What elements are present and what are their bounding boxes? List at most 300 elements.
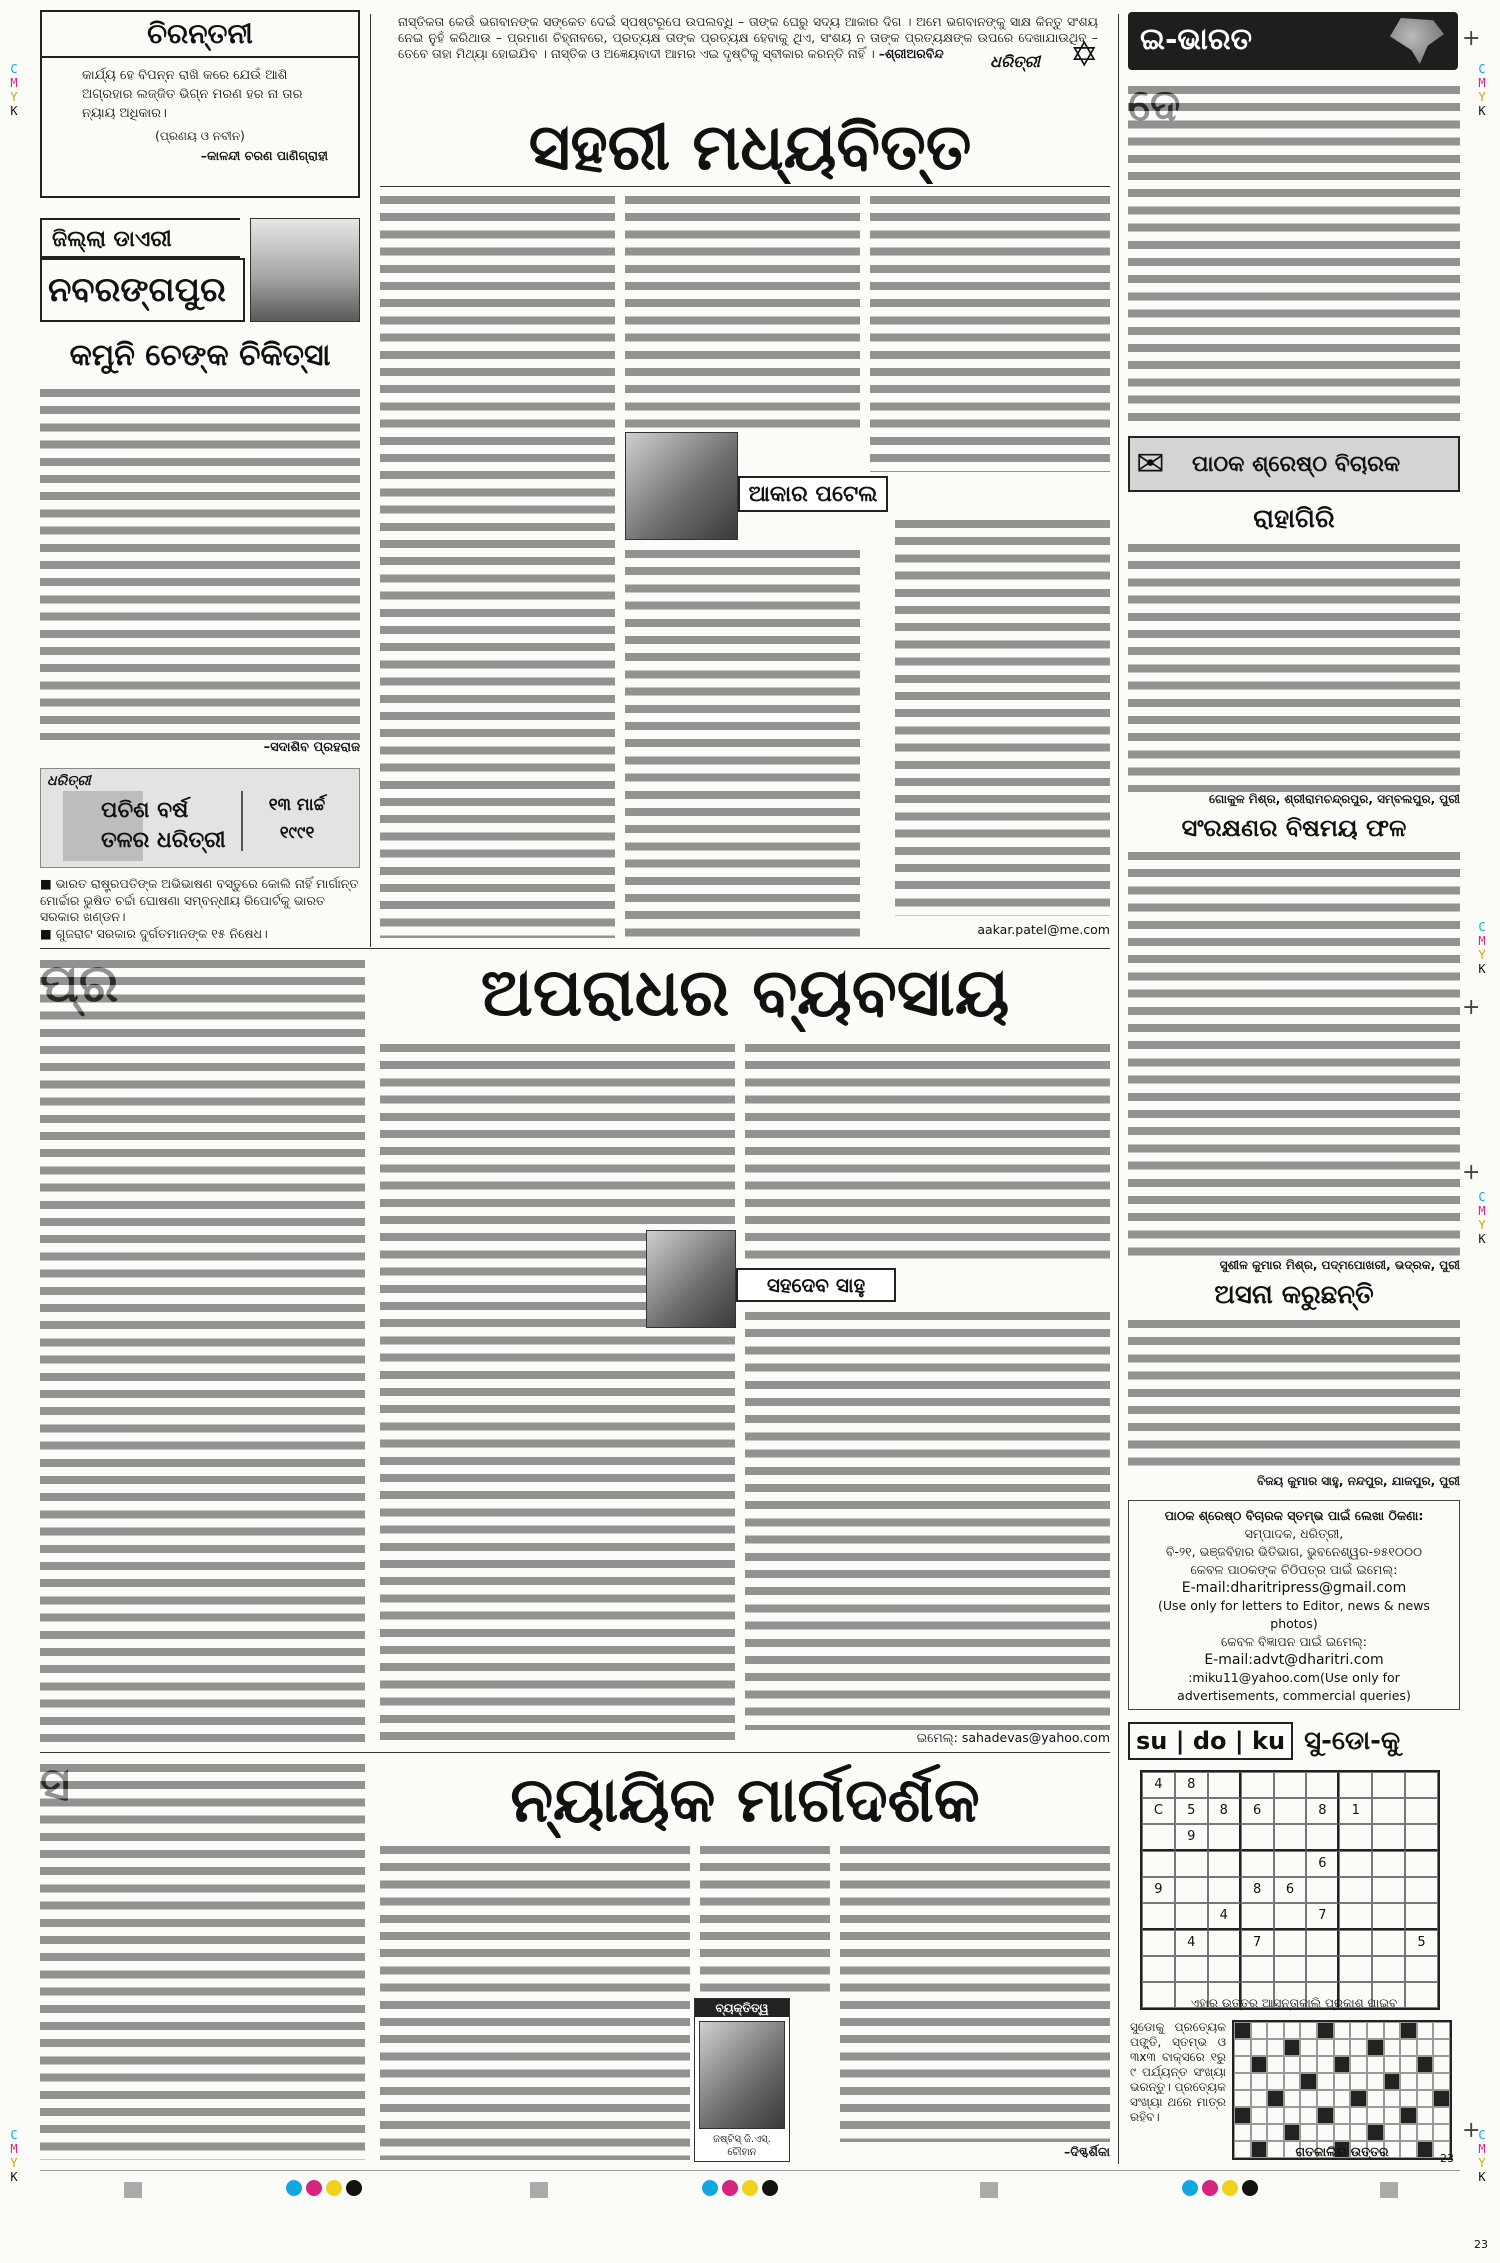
- chirantani-author: –କାଳନ୍ଦୀ ଚରଣ ପାଣିଗ୍ରାହୀ: [200, 148, 328, 163]
- sudoku-cell[interactable]: [1175, 1851, 1208, 1877]
- reg-c: C: [10, 2128, 18, 2142]
- crossword-cell: [1317, 2124, 1334, 2141]
- letter-body: [1128, 1316, 1460, 1472]
- sudoku-cell[interactable]: [1306, 1930, 1339, 1956]
- sudoku-cell[interactable]: 4: [1175, 1930, 1208, 1956]
- sudoku-cell[interactable]: [1208, 1956, 1241, 1982]
- reg-y: Y: [10, 90, 18, 104]
- crossword-cell: [1267, 2107, 1284, 2124]
- crossword-cell: [1234, 2022, 1251, 2039]
- jilla-diary-headline: କମୁନି ଚେଙ୍କ ଚିକିତ୍ସା: [69, 338, 331, 373]
- crossword-cell: [1367, 2073, 1384, 2090]
- reg-m: M: [1478, 76, 1486, 90]
- reg-k: K: [10, 104, 18, 118]
- sudoku-cell[interactable]: [1208, 1930, 1241, 1956]
- reg-m: M: [1478, 934, 1486, 948]
- section-divider: [40, 1752, 1110, 1753]
- yellow-swatch: [326, 2180, 342, 2196]
- letter-signature: ବିଜୟ କୁମାର ସାହୁ, ନନ୍ଦପୁର, ଯାଜପୁର, ପୁରୀ: [1256, 1474, 1460, 1488]
- sudoku-title-part: ku: [1252, 1727, 1286, 1755]
- sudoku-cell[interactable]: [1405, 1877, 1438, 1903]
- crossword-cell: [1350, 2022, 1367, 2039]
- crossword-cell: [1317, 2039, 1334, 2056]
- crossword-cell: [1251, 2022, 1268, 2039]
- reg-m: M: [1478, 1204, 1486, 1218]
- madhyabitta-headline: ସହରୀ ମଧ୍ୟବିତ୍ତ: [528, 112, 972, 184]
- jilla-diary-banner: [40, 218, 360, 326]
- crossword-cell: [1433, 2039, 1450, 2056]
- crosshair-mark: +: [1462, 26, 1481, 51]
- crossword-cell: [1384, 2039, 1401, 2056]
- crossword-cell: [1367, 2090, 1384, 2107]
- magenta-swatch: [306, 2180, 322, 2196]
- crossword-grid: [1232, 2020, 1452, 2160]
- crossword-cell: [1251, 2107, 1268, 2124]
- crossword-cell: [1251, 2039, 1268, 2056]
- crossword-cell: [1234, 2056, 1251, 2073]
- reg-m: M: [10, 2142, 18, 2156]
- pathaka-banner: [1128, 436, 1460, 492]
- sudoku-cell[interactable]: [1241, 1772, 1274, 1798]
- reg-y: Y: [1478, 1218, 1486, 1232]
- dharitri-25-date: [241, 791, 351, 851]
- crossword-cell: [1300, 2124, 1317, 2141]
- color-swatches: [700, 2180, 780, 2200]
- crossword-cell: [1367, 2022, 1384, 2039]
- crossword-cell: [1400, 2124, 1417, 2141]
- gray-swatch: [530, 2182, 548, 2198]
- crosshair-mark: +: [1462, 2118, 1481, 2143]
- letter-title: ରାହାଗିରି: [1253, 504, 1335, 534]
- sudoku-cell[interactable]: [1372, 1824, 1405, 1851]
- sudoku-cell[interactable]: [1339, 1824, 1372, 1851]
- jilla-diary-body: [40, 385, 360, 740]
- sudoku-cell[interactable]: [1306, 1877, 1339, 1903]
- sudoku-cell[interactable]: [1274, 1956, 1307, 1982]
- crossword-cell: [1284, 2073, 1301, 2090]
- cyan-swatch: [286, 2180, 302, 2196]
- gray-swatch: [980, 2182, 998, 2198]
- reg-y: Y: [1478, 948, 1486, 962]
- dharitri-25-title-2: ତଳର ଧରିତ୍ରୀ: [101, 827, 226, 853]
- reg-y: Y: [1478, 90, 1486, 104]
- dharitri-25-logo: ଧରିତ୍ରୀ: [47, 773, 91, 789]
- nyayika-col-3: [840, 1842, 1110, 2142]
- sudoku-cell[interactable]: [1405, 1903, 1438, 1930]
- sudoku-cell[interactable]: [1339, 1851, 1372, 1877]
- crossword-cell: [1350, 2073, 1367, 2090]
- madhyabitta-col-3-bottom: [895, 516, 1110, 916]
- sudoku-cell[interactable]: [1405, 1956, 1438, 1982]
- crossword-cell: [1384, 2073, 1401, 2090]
- sudoku-cell[interactable]: [1372, 1798, 1405, 1824]
- black-swatch: [762, 2180, 778, 2196]
- apradha-email: ଇମେଲ୍: sahadevas@yahoo.com: [916, 1730, 1110, 1745]
- judge-photo: [699, 2021, 785, 2129]
- letter-icon: ✉: [1136, 444, 1165, 484]
- crossword-cell: [1300, 2056, 1317, 2073]
- crossword-cell: [1251, 2090, 1268, 2107]
- sudoku-cell[interactable]: [1175, 1956, 1208, 1982]
- nyayika-col-2b: [700, 1842, 830, 1992]
- sudoku-cell[interactable]: 7: [1306, 1903, 1339, 1930]
- sudoku-cell[interactable]: 5: [1175, 1798, 1208, 1824]
- sudoku-cell[interactable]: [1142, 1956, 1175, 1982]
- author-photo-sahadev: [646, 1230, 736, 1328]
- sudoku-cell[interactable]: [1339, 1930, 1372, 1956]
- crossword-cell: [1300, 2090, 1317, 2107]
- sudoku-answer-note: ଏହାର ଉତ୍ତର ଆସନ୍ତାକାଲି ପ୍ରକାଶ ପାଇବ: [1190, 1996, 1398, 2010]
- nyayika-col-1: [40, 1760, 365, 2160]
- sudoku-cell[interactable]: [1241, 1824, 1274, 1851]
- crosshair-mark: +: [1462, 1160, 1481, 1185]
- crossword-cell: [1284, 2107, 1301, 2124]
- dharitri-25-title-1: ପଚିଶ ବର୍ଷ: [101, 797, 189, 823]
- sudoku-cell[interactable]: [1372, 1772, 1405, 1798]
- letter-body: [1128, 540, 1460, 792]
- registration-mark-right-mid: [1474, 920, 1490, 976]
- crossword-cell: [1251, 2124, 1268, 2141]
- apradha-col-1: [40, 956, 365, 1748]
- cyan-swatch: [702, 2180, 718, 2196]
- nyayika-photo-caption: ଜଷ୍ଟିସ୍ ଜି.ଏସ୍. ଚୌହାନ: [713, 2134, 771, 2158]
- crossword-cell: [1350, 2107, 1367, 2124]
- contact-line: ସମ୍ପାଦକ, ଧରିତ୍ରୀ,: [1244, 1526, 1344, 1541]
- contact-line: :miku11@yahoo.com(Use only for: [1188, 1670, 1400, 1685]
- sudoku-cell[interactable]: 8: [1241, 1877, 1274, 1903]
- sudoku-cell[interactable]: [1142, 1930, 1175, 1956]
- crossword-cell: [1400, 2090, 1417, 2107]
- sudoku-cell[interactable]: [1339, 1877, 1372, 1903]
- sudoku-cell[interactable]: [1405, 1824, 1438, 1851]
- crossword-cell: [1267, 2073, 1284, 2090]
- puzzle-instructions: ସୁଡୋକୁ ପ୍ରତ୍ୟେକ ପଙ୍କ୍ତି, ସ୍ତମ୍ଭ ଓ ୩x୩ ବାକ୍ସରେ ୧ରୁ ୯ ପର୍ଯ୍ୟନ୍ତ ସଂଖ୍ୟା ଭରନ୍ତୁ। ପ୍ରତ୍ୟେକ ସଂଖ୍ୟା ଥରେ ମାତ୍ର ରହିବ।: [1130, 2020, 1226, 2124]
- crossword-cell: [1267, 2090, 1284, 2107]
- crossword-cell: [1234, 2090, 1251, 2107]
- contact-line: advertisements, commercial queries): [1177, 1688, 1411, 1703]
- sudoku-cell[interactable]: [1241, 1956, 1274, 1982]
- reg-m: M: [10, 76, 18, 90]
- contact-email[interactable]: E-mail:advt@dharitri.com: [1204, 1652, 1384, 1668]
- sudoku-cell[interactable]: 9: [1175, 1824, 1208, 1851]
- crossword-cell: [1267, 2124, 1284, 2141]
- yellow-swatch: [1222, 2180, 1238, 2196]
- gray-swatch: [1380, 2182, 1398, 2198]
- sudoku-cell[interactable]: [1208, 1772, 1241, 1798]
- reg-c: C: [10, 62, 18, 76]
- dharitri-25-year: ୧୯୯୧: [279, 823, 315, 843]
- sudoku-cell[interactable]: 6: [1241, 1798, 1274, 1824]
- sudoku-cell[interactable]: [1274, 1772, 1307, 1798]
- sudoku-cell[interactable]: [1405, 1851, 1438, 1877]
- sudoku-cell[interactable]: [1372, 1877, 1405, 1903]
- crossword-cell: [1384, 2124, 1401, 2141]
- letter-body: [1128, 848, 1460, 1258]
- crossword-cell: [1400, 2056, 1417, 2073]
- sudoku-cell[interactable]: [1274, 1798, 1307, 1824]
- sudoku-cell[interactable]: [1142, 1851, 1175, 1877]
- sudoku-cell[interactable]: [1405, 1798, 1438, 1824]
- pathaka-label: ପାଠକ ଶ୍ରେଷ୍ଠ ବିଚାରକ: [1192, 451, 1401, 477]
- nyayika-photo-box: [694, 1998, 790, 2162]
- crossword-cell: [1400, 2073, 1417, 2090]
- cyan-swatch: [1182, 2180, 1198, 2196]
- crossword-cell: [1334, 2039, 1351, 2056]
- sudoku-cell[interactable]: [1306, 1824, 1339, 1851]
- sudoku-title-en: su | do | ku: [1128, 1722, 1293, 1760]
- crossword-cell: [1400, 2039, 1417, 2056]
- apradha-byline: ସହଦେବ ସାହୁ: [736, 1268, 896, 1302]
- nyayika-caption-tag: ବ୍ୟକ୍ତିତ୍ୱ: [695, 1999, 789, 2017]
- letter-signature: ସୁଶୀଳ କୁମାର ମିଶ୍ର, ପଦ୍ମପୋଖରୀ, ଭଦ୍ରକ, ପୁରୀ: [1219, 1258, 1460, 1272]
- crossword-cell: [1334, 2090, 1351, 2107]
- crossword-cell: [1334, 2107, 1351, 2124]
- reg-k: K: [1478, 104, 1486, 118]
- crossword-cell: [1417, 2090, 1434, 2107]
- dharitri-25-items: [40, 876, 360, 942]
- column-divider: [370, 14, 371, 947]
- sudoku-cell[interactable]: 6: [1306, 1851, 1339, 1877]
- crossword-cell: [1417, 2022, 1434, 2039]
- crossword-cell: [1234, 2073, 1251, 2090]
- chirantani-title: ଚିରନ୍ତନୀ: [42, 12, 358, 58]
- sudoku-cell[interactable]: [1142, 1824, 1175, 1851]
- crossword-cell: [1367, 2124, 1384, 2141]
- column-divider: [1118, 14, 1119, 2164]
- crossword-cell: [1267, 2039, 1284, 2056]
- crossword-cell: [1433, 2107, 1450, 2124]
- sudoku-cell[interactable]: [1372, 1851, 1405, 1877]
- crossword-cell: [1350, 2124, 1367, 2141]
- crossword-cell: [1384, 2107, 1401, 2124]
- sudoku-cell[interactable]: 6: [1274, 1877, 1307, 1903]
- reg-k: K: [10, 2170, 18, 2184]
- crossword-cell: [1417, 2039, 1434, 2056]
- sudoku-cell[interactable]: [1274, 1824, 1307, 1851]
- sudoku-title-or: ସୁ-ଡୋ-କୁ: [1304, 1726, 1401, 1756]
- gray-swatch: [124, 2182, 142, 2198]
- author-photo-aakar: [625, 432, 738, 540]
- reg-k: K: [1478, 1232, 1486, 1246]
- madhyabitta-email: aakar.patel@me.com: [977, 922, 1110, 937]
- reg-m: M: [1478, 2142, 1486, 2156]
- sudoku-cell[interactable]: [1241, 1903, 1274, 1930]
- crossword-cell: [1284, 2124, 1301, 2141]
- crossword-cell: [1234, 2039, 1251, 2056]
- contact-intro: ପାଠକ ଶ୍ରେଷ୍ଠ ବିଚାରକ ସ୍ତମ୍ଭ ପାଇଁ ଲେଖା ଠିକଣା:: [1164, 1508, 1424, 1523]
- crossword-cell: [1433, 2022, 1450, 2039]
- sudoku-cell[interactable]: [1208, 1877, 1241, 1903]
- crossword-cell: [1334, 2056, 1351, 2073]
- reg-k: K: [1478, 2170, 1486, 2184]
- sudoku-cell[interactable]: 4: [1142, 1772, 1175, 1798]
- black-swatch: [346, 2180, 362, 2196]
- sudoku-cell[interactable]: [1274, 1851, 1307, 1877]
- sudoku-cell[interactable]: [1405, 1772, 1438, 1798]
- crossword-cell: [1400, 2107, 1417, 2124]
- contact-box: [1128, 1500, 1460, 1710]
- contact-line: କେବଳ ବିଜ୍ଞାପନ ପାଇଁ ଇମେଲ୍:: [1220, 1634, 1368, 1649]
- crossword-cell: [1334, 2022, 1351, 2039]
- magenta-swatch: [1202, 2180, 1218, 2196]
- crossword-cell: [1251, 2073, 1268, 2090]
- top-quote-text: ନାସ୍ତିକତା କେଉଁ ଭଗବାନଙ୍କ ସଙ୍କେତ ଦେଇଁ ସ୍ପଷ୍ଟରୂପେ ଉପଲବ୍ଧି – ତାଙ୍କ ଘେରୁ ସଦ୍ୟ ଆକାର ଦିଗ । ଅମେ ଭଗବାନଙ୍କୁ ସାକ୍ଷ କିନ୍ତୁ ସଂଶୟ ନେଇ ନୁହଁ କରିଥାଉ – ପ୍ରମାଣ ଚିହ୍ନାବରେ, ପ୍ରତ୍ୟକ୍ଷ ତାଙ୍କ ପ୍ରତ୍ୟକ୍ଷ ହେବାକୁ ଥିଏ, ସଂଶୟ ନ ତାଙ୍କ ପ୍ରତ୍ୟକ୍ଷଙ୍କ ଉପରେ ଦେଖାଯାଉଥିବ – ତେବେ ତାହା ମିଥ୍ୟା ହୋଇଯିବ । ନାସ୍ତିକ ଓ ଅଜ୍ଞେୟବାଦୀ ଆମର ଏଇ ଦୃଷ୍ଟିକୁ ସ୍ବୀକାର କରନ୍ତି ନାହିଁ ।: [398, 14, 1098, 61]
- crossword-cell: [1284, 2056, 1301, 2073]
- e-bharat-banner: [1128, 12, 1458, 70]
- apradha-col-2: [380, 1040, 735, 1748]
- corner-page-number: 23: [1474, 2238, 1488, 2251]
- crossword-cell: [1334, 2124, 1351, 2141]
- sudoku-cell[interactable]: 7: [1241, 1930, 1274, 1956]
- sudoku-cell[interactable]: [1306, 1772, 1339, 1798]
- crossword-cell: [1251, 2056, 1268, 2073]
- crossword-cell: [1400, 2022, 1417, 2039]
- crossword-cell: [1384, 2056, 1401, 2073]
- madhyabitta-byline: ଆକାର ପଟେଲ: [738, 476, 888, 512]
- crossword-cell: [1334, 2073, 1351, 2090]
- crossword-cell: [1350, 2090, 1367, 2107]
- crossword-cell: [1317, 2056, 1334, 2073]
- crossword-cell: [1350, 2056, 1367, 2073]
- crossword-cell: [1267, 2056, 1284, 2073]
- sudoku-cell[interactable]: [1274, 1903, 1307, 1930]
- crossword-cell: [1384, 2090, 1401, 2107]
- sudoku-title-part: su: [1136, 1727, 1168, 1755]
- india-map-icon: [1390, 18, 1444, 64]
- sudoku-cell[interactable]: [1339, 1903, 1372, 1930]
- sudoku-cell[interactable]: 5: [1405, 1930, 1438, 1956]
- sudoku-cell[interactable]: 8: [1175, 1772, 1208, 1798]
- registration-mark-right-top: [1474, 62, 1490, 118]
- footer-rule: [40, 2170, 1460, 2171]
- registration-mark-left-bottom: [6, 2128, 22, 2184]
- star-of-david-icon: ✡: [1070, 35, 1099, 75]
- contact-line: କେବଳ ପାଠକଙ୍କ ଚିଠିପତ୍ର ପାଇଁ ଇମେଲ୍:: [1190, 1562, 1398, 1577]
- sudoku-cell[interactable]: [1372, 1903, 1405, 1930]
- dharitri-25-item: ■ ଗୁଜରାଟ ସରକାର ଦୁର୍ଗତମାନଙ୍କ ୧୫ ନିଷେଧ।: [40, 925, 268, 941]
- sudoku-cell[interactable]: [1306, 1956, 1339, 1982]
- sudoku-cell[interactable]: 8: [1208, 1798, 1241, 1824]
- crossword-cell: [1317, 2073, 1334, 2090]
- sudoku-cell[interactable]: 8: [1306, 1798, 1339, 1824]
- crossword-cell: [1317, 2022, 1334, 2039]
- sudoku-cell[interactable]: [1241, 1851, 1274, 1877]
- crossword-cell: [1234, 2107, 1251, 2124]
- sudoku-cell[interactable]: [1274, 1930, 1307, 1956]
- black-swatch: [1242, 2180, 1258, 2196]
- page-number: 23: [1440, 2152, 1454, 2165]
- letter-title: ଅସନା କରୁଛନ୍ତି: [1214, 1280, 1374, 1310]
- chirantani-source: (ପ୍ରଣୟ ଓ ନବୀନ): [155, 129, 245, 143]
- sudoku-cell[interactable]: [1339, 1772, 1372, 1798]
- apradha-headline: ଅପରାଧର ବ୍ୟବସାୟ: [480, 953, 1010, 1031]
- crossword-cell: [1300, 2073, 1317, 2090]
- sudoku-cell[interactable]: 4: [1208, 1903, 1241, 1930]
- magenta-swatch: [722, 2180, 738, 2196]
- jilla-diary-label: ଜିଲ୍ଲା ଡାଏରୀ: [40, 218, 240, 258]
- crossword-cell: [1284, 2039, 1301, 2056]
- chirantani-box: [40, 10, 360, 198]
- sudoku-cell[interactable]: [1208, 1824, 1241, 1851]
- sudoku-cell[interactable]: 9: [1142, 1877, 1175, 1903]
- sudoku-cell[interactable]: 1: [1339, 1798, 1372, 1824]
- reg-c: C: [1478, 62, 1486, 76]
- reg-c: C: [1478, 1190, 1486, 1204]
- crossword-cell: [1367, 2039, 1384, 2056]
- sudoku-cell[interactable]: [1175, 1903, 1208, 1930]
- yellow-swatch: [742, 2180, 758, 2196]
- sudoku-grid: [1140, 1770, 1440, 2010]
- sudoku-cell[interactable]: [1208, 1851, 1241, 1877]
- crossword-cell: [1300, 2107, 1317, 2124]
- e-bharat-body: [1128, 82, 1460, 422]
- sudoku-header: [1128, 1722, 1460, 1762]
- crossword-cell: [1417, 2056, 1434, 2073]
- crossword-cell: [1317, 2107, 1334, 2124]
- registration-mark-left-top: [6, 62, 22, 118]
- nyayika-headline: ନ୍ୟାୟିକ ମାର୍ଗଦର୍ଶକ: [510, 1763, 980, 1836]
- crossword-cell: [1384, 2022, 1401, 2039]
- nyayika-col-2: [380, 1842, 690, 2160]
- contact-email[interactable]: E-mail:dharitripress@gmail.com: [1181, 1580, 1407, 1596]
- sudoku-cell[interactable]: [1339, 1956, 1372, 1982]
- crossword-cell: [1234, 2124, 1251, 2141]
- dharitri-25-item: ■ ଭାରତ ରାଷ୍ଟ୍ରପତିଙ୍କ ଅଭିଭାଷଣ ବସ୍ତୁରେ କୋଲି ନାହିଁ ମାର୍ଗାନ୍ତ ମୋର୍ଚ୍ଚାର ଭୁଷିତ ଚର୍ଚ୍ଚା ଘୋଷଣା ସମ୍ବନ୍ଧୀୟ ରିପୋର୍ଟକୁ ଭାରତ ସରକାର ଖଣ୍ଡନ।: [40, 876, 359, 924]
- apradha-col-3-top: [745, 1040, 1110, 1262]
- crossword-cell: [1417, 2107, 1434, 2124]
- dharitri-25-item-text: ଭାରତ ରାଷ୍ଟ୍ରପତିଙ୍କ ଅଭିଭାଷଣ ବସ୍ତୁରେ କୋଲି ନାହିଁ ମାର୍ଗାନ୍ତ ମୋର୍ଚ୍ଚାର ଭୁଷିତ ଚର୍ଚ୍ଚା ଘୋଷଣା ସମ୍ବନ୍ଧୀୟ ରିପୋର୍ଟକୁ ଭାରତ ସରକାର ଖଣ୍ଡନ।: [40, 876, 359, 924]
- reg-y: Y: [1478, 2156, 1486, 2170]
- crossword-cell: [1267, 2022, 1284, 2039]
- sudoku-cell[interactable]: [1175, 1877, 1208, 1903]
- contact-line: (Use only for letters to Editor, news & news photos): [1158, 1598, 1430, 1631]
- madhyabitta-col-3-top: [870, 192, 1110, 472]
- contact-line: ବି-୨୧, ଭଞ୍ଜବିହାର ଭିତିଭାଗ, ଭୁବନେଶ୍ୱର-୭୫୧୦୦୦: [1165, 1544, 1423, 1559]
- crossword-cell: [1433, 2124, 1450, 2141]
- crossword-cell: [1284, 2090, 1301, 2107]
- top-quote-author: –ଶ୍ରୀଅରବିନ୍ଦ: [878, 46, 944, 61]
- crossword-cell: [1367, 2056, 1384, 2073]
- color-swatches: [284, 2180, 364, 2200]
- crossword-answer-label: ଗତକାଲିର ଉତ୍ତର: [1295, 2144, 1389, 2159]
- crosshair-mark: +: [1462, 995, 1481, 1020]
- color-swatches: [1180, 2180, 1260, 2200]
- madhyabitta-col-2-top: [625, 192, 860, 428]
- apradha-col-3-bottom: [745, 1308, 1110, 1730]
- e-bharat-label: ଇ-ଭାରତ: [1140, 22, 1252, 57]
- nyayika-signoff: –ଦିଗ୍ଦର୍ଶିକା: [1064, 2144, 1110, 2159]
- brand-logo: ଧରିତ୍ରୀ: [990, 52, 1040, 71]
- temple-photo: [250, 218, 360, 322]
- sudoku-title-part: do: [1192, 1727, 1227, 1755]
- letter-signature: ଗୋକୁଳ ମିଶ୍ର, ଶ୍ରୀରାମଚନ୍ଦ୍ରପୁର, ସମ୍ବଲପୁର, ପୁରୀ: [1209, 792, 1460, 806]
- headline-rule: [380, 186, 1110, 187]
- crossword-cell: [1433, 2073, 1450, 2090]
- crossword-cell: [1300, 2039, 1317, 2056]
- madhyabitta-col-1: [380, 192, 615, 938]
- section-divider: [40, 948, 1110, 949]
- crossword-cell: [1300, 2022, 1317, 2039]
- letter-title: ସଂରକ୍ଷଣର ବିଷମୟ ଫଳ: [1181, 813, 1407, 842]
- reg-y: Y: [10, 2156, 18, 2170]
- sudoku-cell[interactable]: [1372, 1930, 1405, 1956]
- sudoku-cell[interactable]: [1372, 1956, 1405, 1982]
- sudoku-cell[interactable]: [1142, 1903, 1175, 1930]
- reg-k: K: [1478, 962, 1486, 976]
- chirantani-quote: କାର୍ଯ୍ୟ ହେ ବିପନ୍ନ ରାଖି କରେ ଯେଉଁ ଆଶି ଅଗ୍ରହାର ଲଜ୍ଜିତ ଭିଗ୍ନ ମରଣ ହର ନା ତାର ନ୍ୟାୟ ଅଧିକାର।: [82, 68, 303, 121]
- crossword-cell: [1350, 2039, 1367, 2056]
- sudoku-cell[interactable]: C: [1142, 1798, 1175, 1824]
